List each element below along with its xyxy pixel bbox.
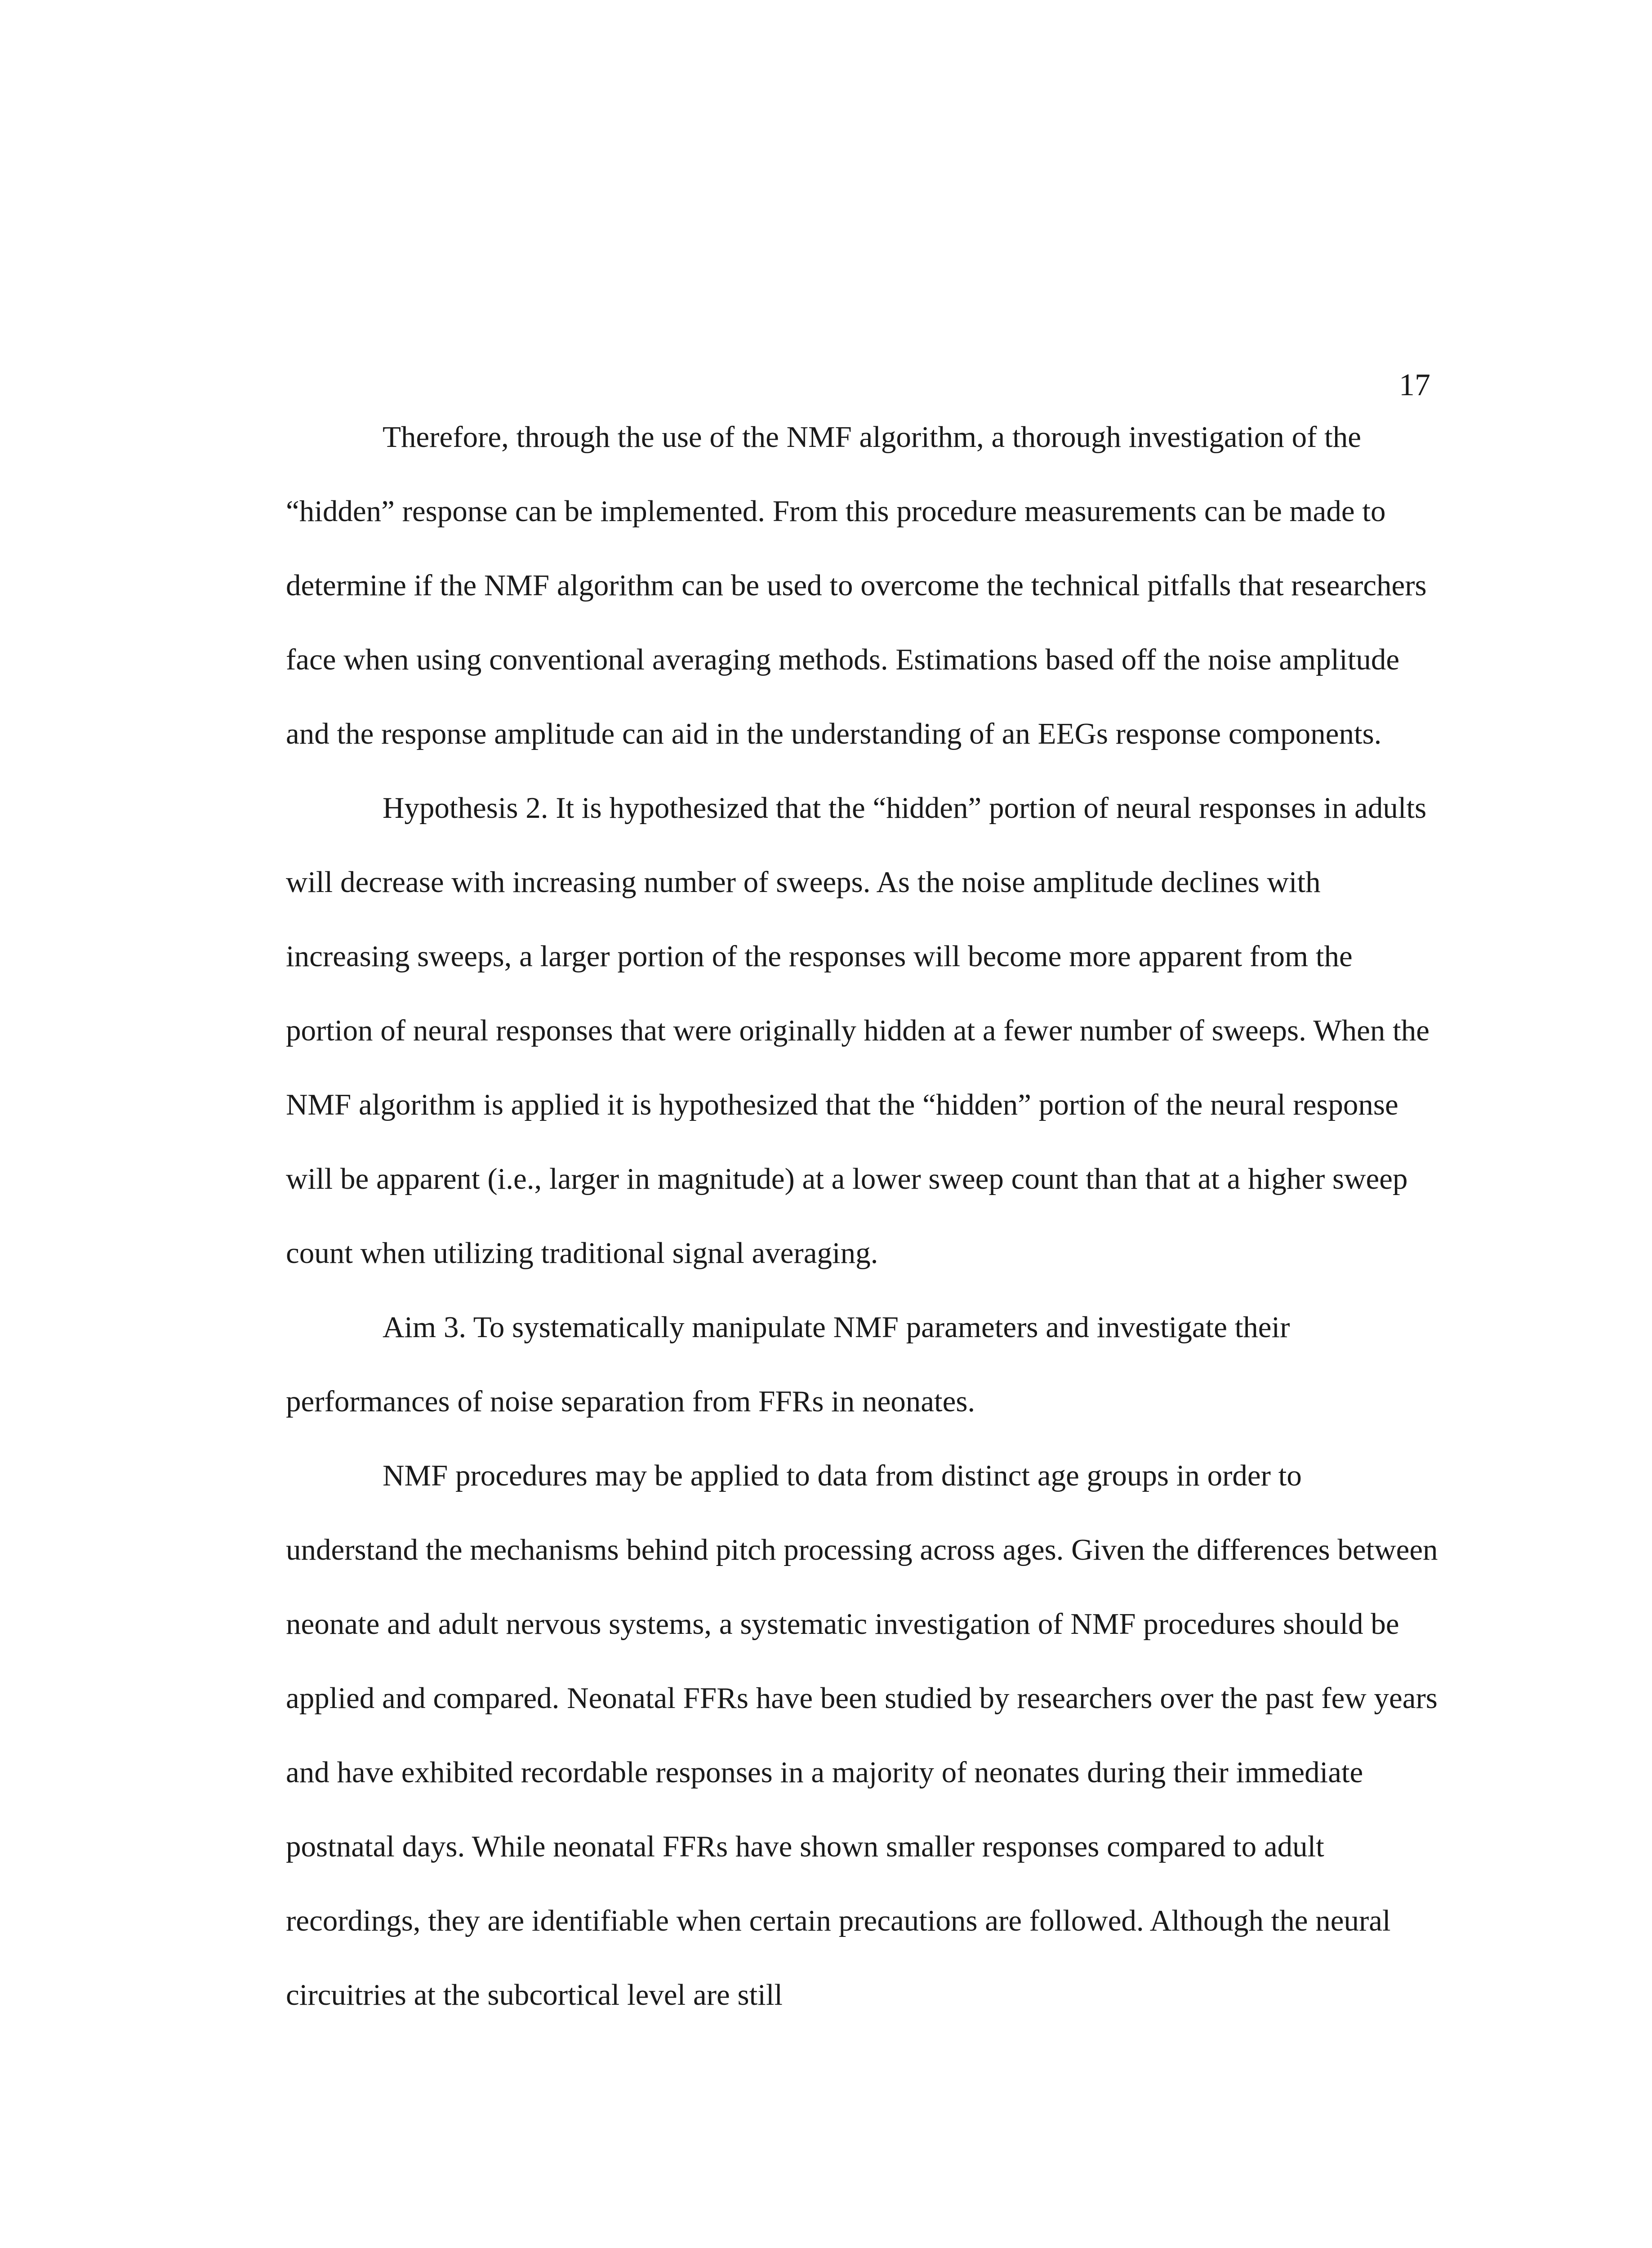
page-number: 17 — [1399, 368, 1430, 402]
body-text — [286, 400, 1439, 2032]
paragraph-nmf-age-groups: NMF procedures may be applied to data from distinct age groups in order to understand the mechanisms behind pitch processing across ages. Given the differences between neonate and adult nervous systems, a systematic investigation of NMF procedures should be applied and compared. Neonatal FFRs have been studied by researchers over the past few years and have exhibited recordable responses in a majority of neonates during their immediate postnatal days. While neonatal FFRs have shown smaller responses compared to adult recordings, they are identifiable when certain precautions are followed. Although the neural circuitries at the subcortical level are still — [286, 1459, 1438, 2012]
paragraph-aim-3: Aim 3. To systematically manipulate NMF parameters and investigate their performances of noise separation from FFRs in neonates. — [286, 1311, 1290, 1418]
paragraph-hypothesis-2: Hypothesis 2. It is hypothesized that the “hidden” portion of neural responses in adults will decrease with increasing number of sweeps. As the noise amplitude declines with increasing sweeps, a larger portion of the responses will become more apparent from the portion of neural responses that were originally hidden at a fewer number of sweeps. When the NMF algorithm is applied it is hypothesized that the “hidden” portion of the neural response will be apparent (i.e., larger in magnitude) at a lower sweep count than that at a higher sweep count when utilizing traditional signal averaging. — [286, 791, 1429, 1270]
paragraph-nmf-investigation: Therefore, through the use of the NMF algorithm, a thorough investigation of the “hidden” response can be implemented. From this procedure measurements can be made to determine if the NMF algorithm can be used to overcome the technical pitfalls that researchers face when using conventional averaging methods. Estimations based off the noise amplitude and the response amplitude can aid in the understanding of an EEGs response components. — [286, 420, 1427, 750]
